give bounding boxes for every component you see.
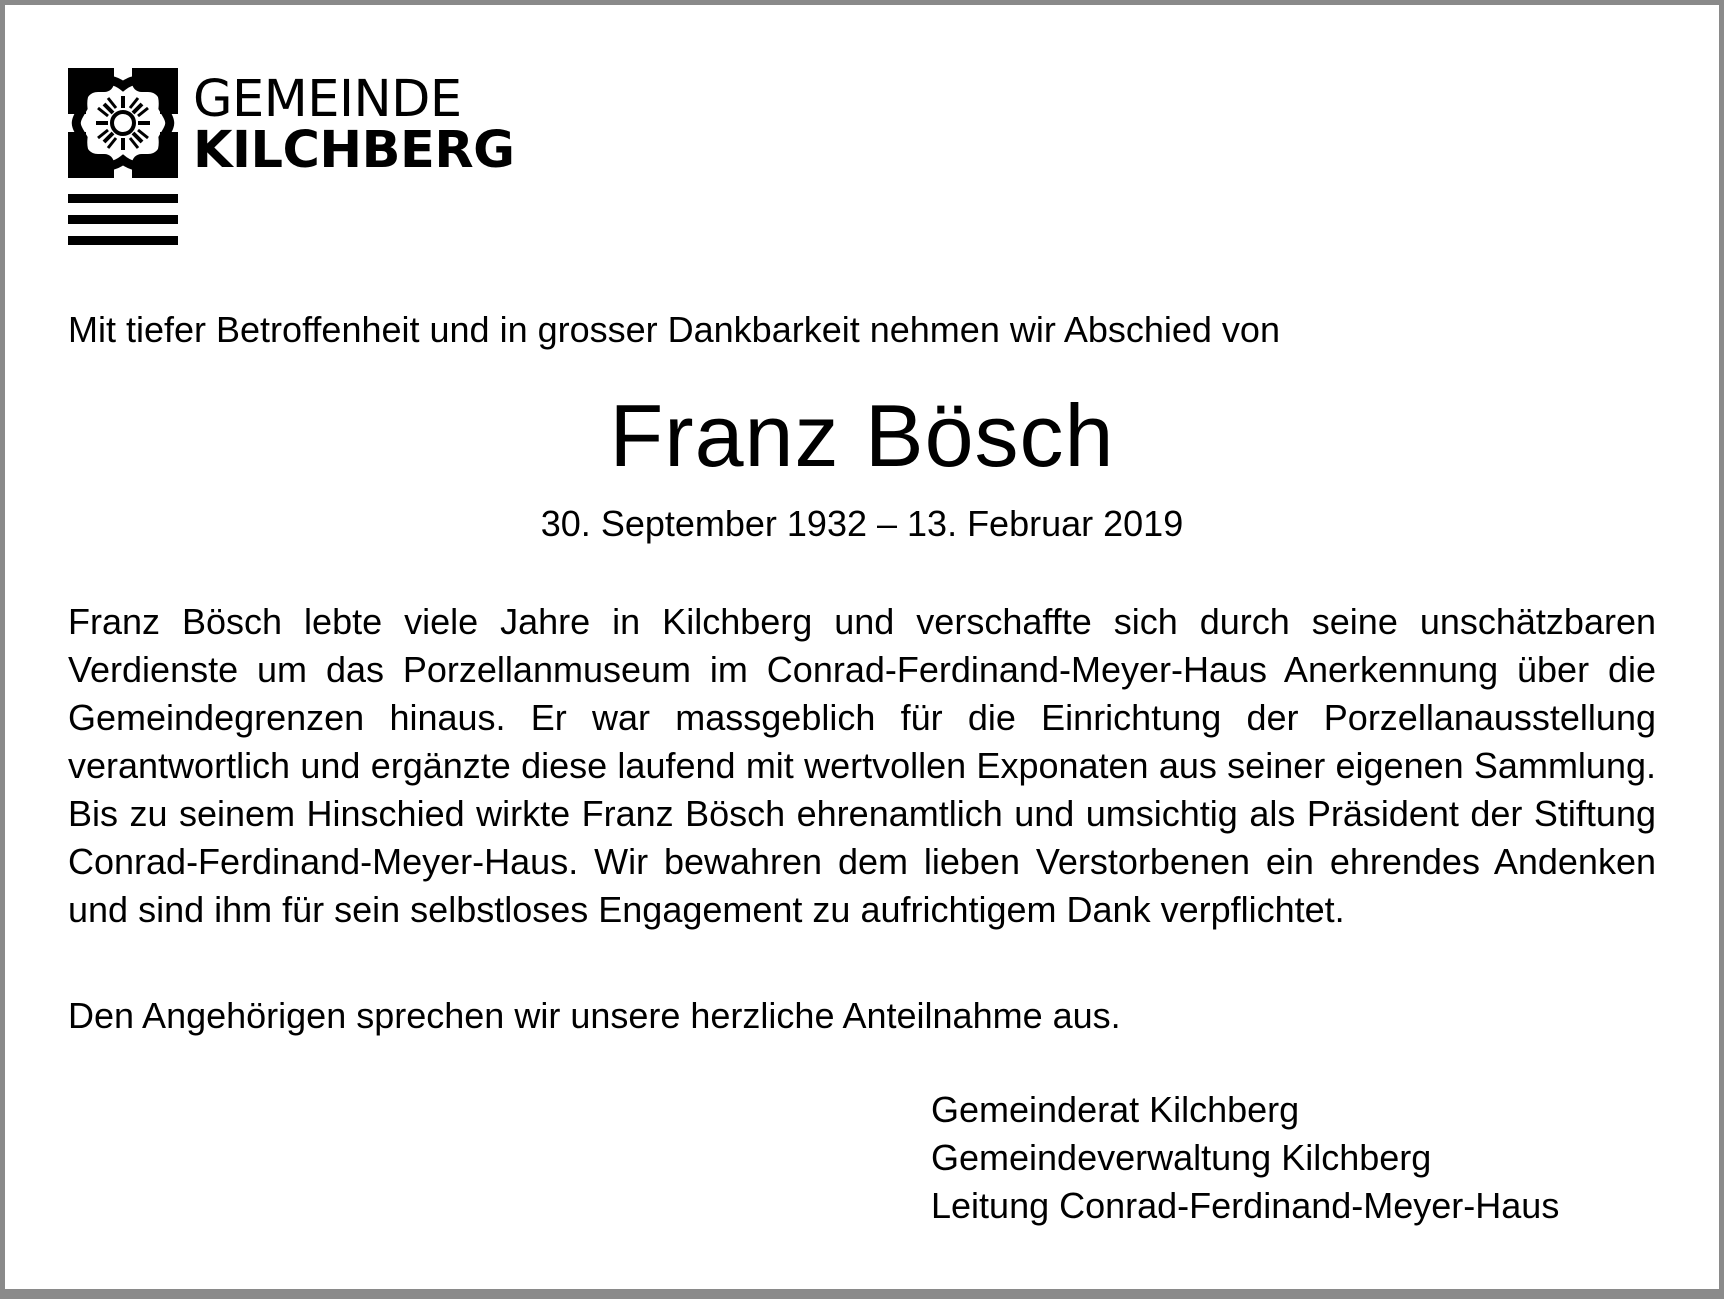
signature-line: Leitung Conrad-Ferdinand-Meyer-Haus [931, 1185, 1560, 1226]
signature-line: Gemeinderat Kilchberg [931, 1089, 1300, 1130]
deceased-name: Franz Bösch [609, 386, 1115, 485]
tribute-paragraph: Franz Bösch lebte viele Jahre in Kilchberg und verschaffte sich durch seine unschätzbaren Verdienste um das Porzellanmuseum im Conrad-Ferdinand-Meyer-Haus Anerkennung über die Gemeindegrenzen hinaus. Er war massgeblich für die Einrichtung der Porzellanausstellung verantwortlich und ergänzte diese laufend mit wertvollen Exponaten aus seiner eigenen Sammlung. Bis zu seinem Hinschied wirkte Franz Bösch ehrenamtlich und umsichtig als Präsident der Stiftung Conrad-Ferdinand-Meyer-Haus. Wir bewahren dem lieben Verstorbenen ein ehrendes Andenken und sind ihm für sein selbstloses Engagement zu aufrichtigem Dank verpflichtet. [68, 601, 1656, 930]
signature-line: Gemeindeverwaltung Kilchberg [931, 1137, 1432, 1178]
signature-block [931, 1086, 1559, 1230]
municipality-logo [68, 68, 528, 248]
kilchberg-crest-icon [68, 68, 178, 183]
life-dates: 30. September 1932 – 13. Februar 2019 [540, 503, 1184, 544]
logo-line-kilchberg: KILCHBERG [193, 121, 515, 180]
logo-stripes-icon [68, 194, 178, 246]
intro-text: Mit tiefer Betroffenheit und in grosser Dankbarkeit nehmen wir Abschied von [68, 309, 1280, 350]
logo-wordmark [193, 70, 515, 180]
logo-line-gemeinde: GEMEINDE [193, 70, 462, 129]
condolence-text: Den Angehörigen sprechen wir unsere herzliche Anteilnahme aus. [68, 995, 1121, 1036]
